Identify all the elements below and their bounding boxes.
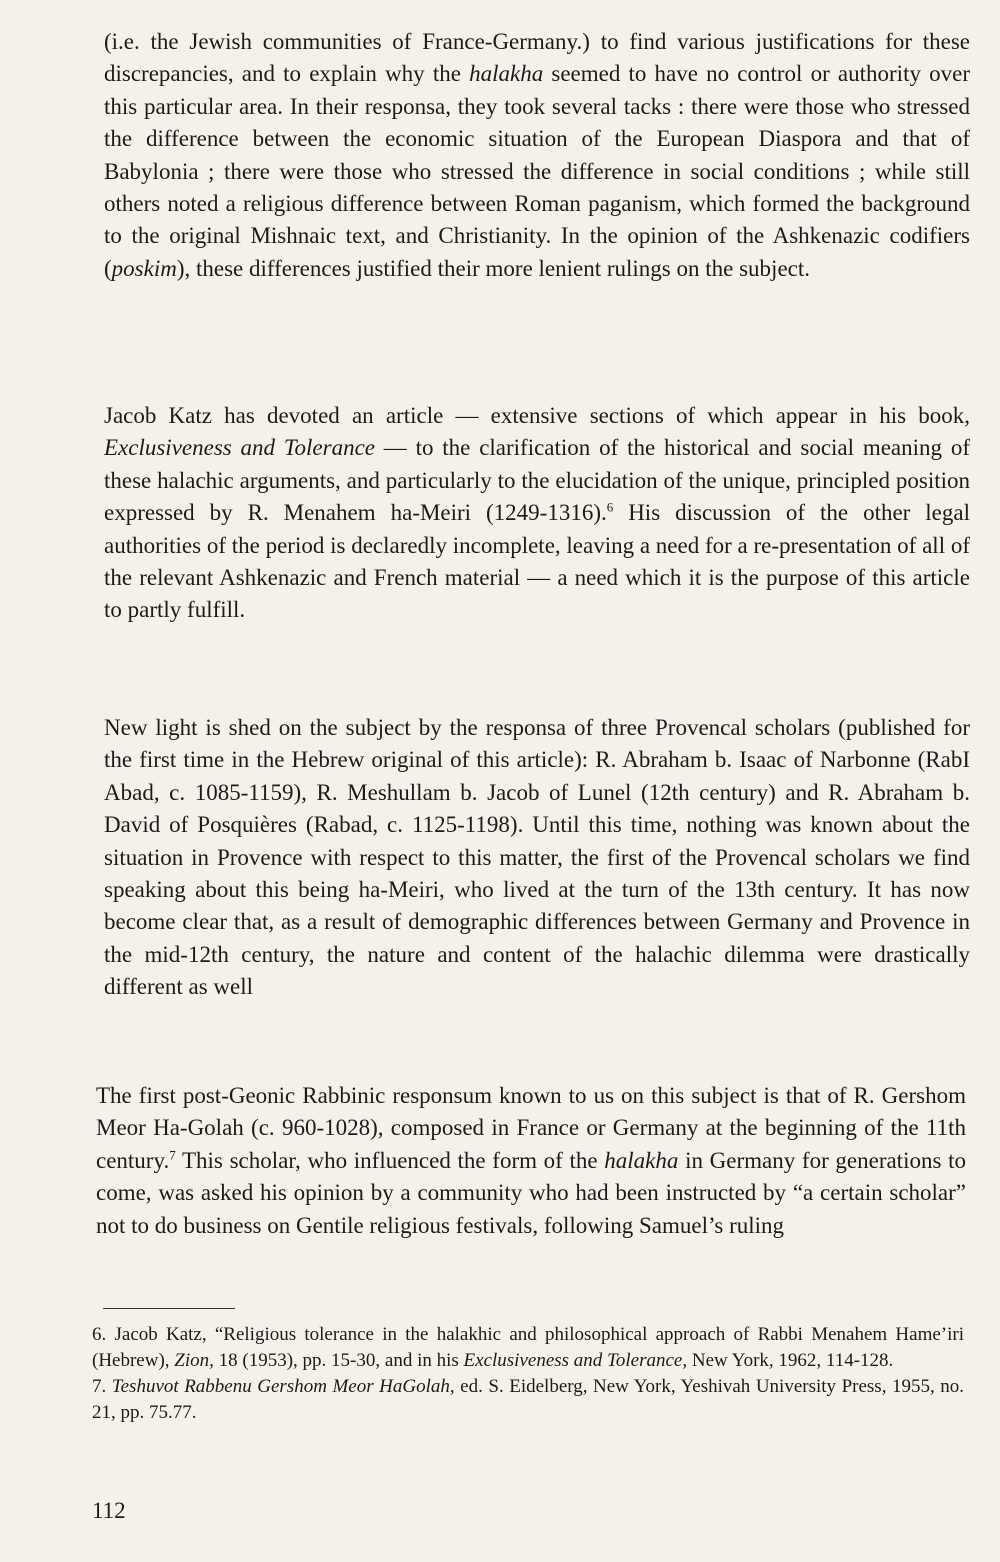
italic-text: Exclusiveness and Tolerance bbox=[104, 435, 375, 461]
body-paragraph-3 bbox=[104, 712, 970, 1004]
body-paragraph-2 bbox=[104, 400, 970, 627]
italic-text: halakha bbox=[604, 1147, 679, 1173]
text-run: ed. S. Eidelberg, New York, Yeshivah University Press, 1955, no. 21, pp. 75.77. bbox=[92, 1376, 965, 1423]
text-run: — to the clarification of the historical and social meaning of these halachic arguments, and particularly to the elucidation of the unique, principled position expressed by R. Menahem ha-Meiri (1249-1316). bbox=[104, 435, 970, 526]
text-run: seemed to have no control or authority over this particular area. In their responsa, they took several tacks : there were those who stressed the difference between the economic situation of the European Diaspora and that of Babylonia ; there were those who stressed the difference in social conditions ; while still others noted a religious difference between Roman paganism, which formed the background to the original Mishnaic text, and Christianity. In the opinion of the Ashkenazic codifiers ( bbox=[104, 61, 970, 281]
footnote-separator bbox=[103, 1308, 235, 1309]
italic-text: Teshuvot Rabbenu Gershom Meor HaGolah, bbox=[111, 1376, 455, 1397]
italic-text: Exclusiveness and Tolerance, bbox=[463, 1350, 688, 1371]
footnote-marker: 6 bbox=[606, 499, 614, 515]
italic-text: halakha bbox=[469, 61, 544, 87]
text-run: (i.e. the Jewish communities of France-Germany.) to find various justifications for these discrepancies, and to explain why the bbox=[104, 29, 970, 87]
italic-text: Zion, bbox=[174, 1350, 214, 1371]
footnote-marker: 7 bbox=[169, 1147, 176, 1163]
text-run: New York, 1962, 114-128. bbox=[687, 1350, 894, 1371]
italic-text: poskim bbox=[111, 255, 177, 281]
text-run: Jacob Katz has devoted an article — extensive sections of which appear in his book, bbox=[104, 403, 970, 428]
text-run: 18 (1953), pp. 15-30, and in his bbox=[213, 1350, 464, 1371]
body-paragraph-4 bbox=[96, 1080, 966, 1242]
text-run: This scholar, who influenced the form of the bbox=[175, 1147, 605, 1173]
text-run: 6. Jacob Katz, “Religious tolerance in the halakhic and philosophical approach of Rabbi Menahem Hame’iri (Hebrew), bbox=[92, 1324, 964, 1371]
footnote-6 bbox=[92, 1322, 964, 1374]
text-run: in Germany for generations to come, was asked his opinion by a community who had been instructed by “a certain scholar” not to do business on Gentile religious festivals, following Samuel’s ruling bbox=[96, 1147, 966, 1238]
body-paragraph-1 bbox=[104, 26, 970, 285]
text-run: 7. bbox=[92, 1376, 112, 1397]
text-run: The first post-Geonic Rabbinic responsum known to us on this subject is that of R. Gershom Meor Ha-Golah (c. 960-1028), composed in France or Germany at the beginning of the 11th century. bbox=[96, 1083, 966, 1173]
footnotes bbox=[92, 1322, 964, 1426]
text-run: His discussion of the other legal authorities of the period is declaredly incomplete, leaving a need for a re-presentation of all of the relevant Ashkenazic and French material — a need which it is the purpose of this article to partly fulfill. bbox=[104, 500, 970, 623]
text-run: ), these differences justified their more lenient rulings on the subject. bbox=[176, 255, 811, 281]
page-number: 112 bbox=[92, 1498, 126, 1523]
footnote-7 bbox=[92, 1374, 964, 1426]
text-run: New light is shed on the subject by the responsa of three Provencal scholars (published for the first time in the Hebrew original of this article): R. Abraham b. Isaac of Narbonne (RabI Abad, c. 1085-1159), R. Meshullam b. Jacob of Lunel (12th century) and R. Abraham b. David of Posquières (Rabad, c. 1125-1198). Until this time, nothing was known about the situation in Provence with respect to this matter, the first of the Provencal scholars we find speaking about this being ha-Meiri, who lived at the turn of the 13th century. It has now become clear that, as a result of demographic differences between Germany and Provence in the mid-12th century, the nature and content of the halachic dilemma were drastically different as well bbox=[104, 715, 970, 1000]
